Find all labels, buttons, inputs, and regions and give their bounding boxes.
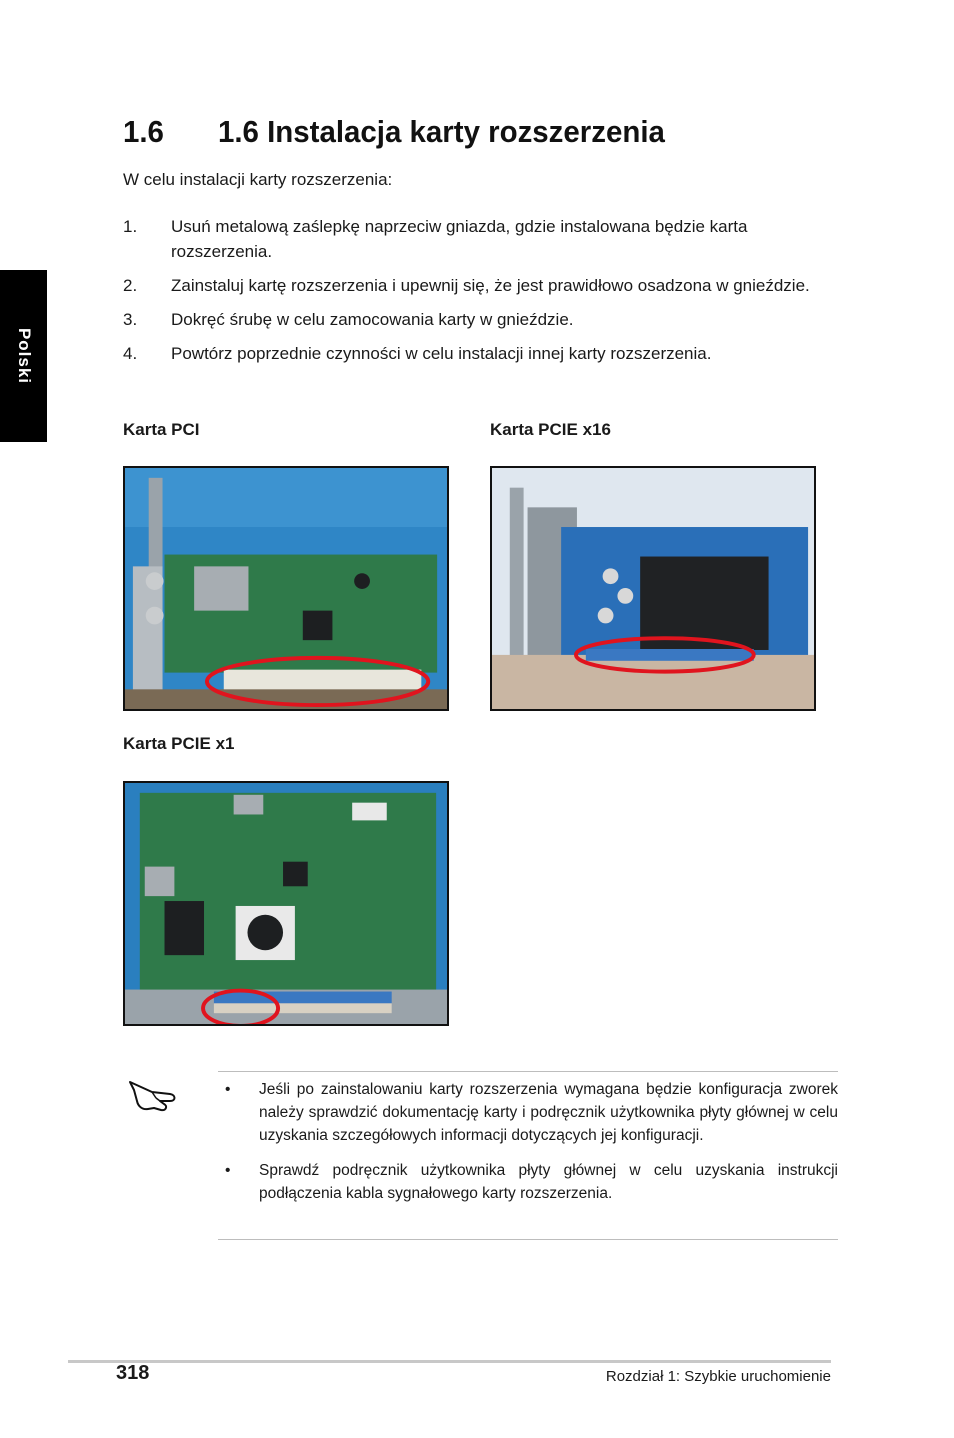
language-tab bbox=[0, 270, 47, 442]
step-item: 2. Zainstaluj kartę rozszerzenia i upewnij się, że jest prawidłowo osadzona w gnieździe. bbox=[123, 276, 810, 295]
pointing-hand-icon bbox=[126, 1068, 182, 1118]
note-bottom-rule bbox=[218, 1239, 838, 1240]
figure-caption-pcie-x16: Karta PCIE x16 bbox=[490, 420, 611, 439]
notes-list bbox=[225, 1078, 838, 1217]
note-top-rule bbox=[218, 1071, 838, 1072]
pci-card-photo bbox=[123, 466, 449, 711]
language-label: Polski bbox=[14, 327, 34, 385]
chapter-title: Rozdział 1: Szybkie uruchomienie bbox=[605, 1368, 831, 1385]
section-heading-text: 1.6 Instalacja karty rozszerzenia bbox=[218, 114, 665, 149]
figure-caption-pci: Karta PCI bbox=[123, 420, 200, 439]
pcie-x16-card-photo bbox=[490, 466, 816, 711]
intro-text: W celu instalacji karty rozszerzenia: bbox=[123, 170, 393, 189]
footer-rule bbox=[68, 1360, 831, 1363]
step-item: 1. Usuń metalową zaślepkę naprzeciw gniazda, gdzie instalowana będzie karta rozszerzenia. bbox=[123, 217, 748, 261]
note-item: • Sprawdź podręcznik użytkownika płyty głównej w celu uzyskania instrukcji podłączenia kabla sygnałowego karty rozszerzenia. bbox=[225, 1162, 838, 1202]
page-number: 318 bbox=[116, 1362, 150, 1384]
installation-steps bbox=[123, 214, 843, 375]
section-title bbox=[123, 114, 665, 150]
figure-caption-pcie-x1: Karta PCIE x1 bbox=[123, 734, 235, 753]
pcie-x1-card-photo bbox=[123, 781, 449, 1026]
note-item: • Jeśli po zainstalowaniu karty rozszerzenia wymagana będzie konfiguracja zworek należy sprawdzić dokumentację karty i podręcznik użytkownika płyty głównej w celu uzyskania szczegółowych informacji dotyczących jej konfiguracji. bbox=[225, 1081, 838, 1144]
step-item: 3. Dokręć śrubę w celu zamocowania karty w gnieździe. bbox=[123, 310, 574, 329]
section-number: 1.6 bbox=[123, 114, 164, 149]
step-item: 4. Powtórz poprzednie czynności w celu instalacji innej karty rozszerzenia. bbox=[123, 344, 712, 363]
